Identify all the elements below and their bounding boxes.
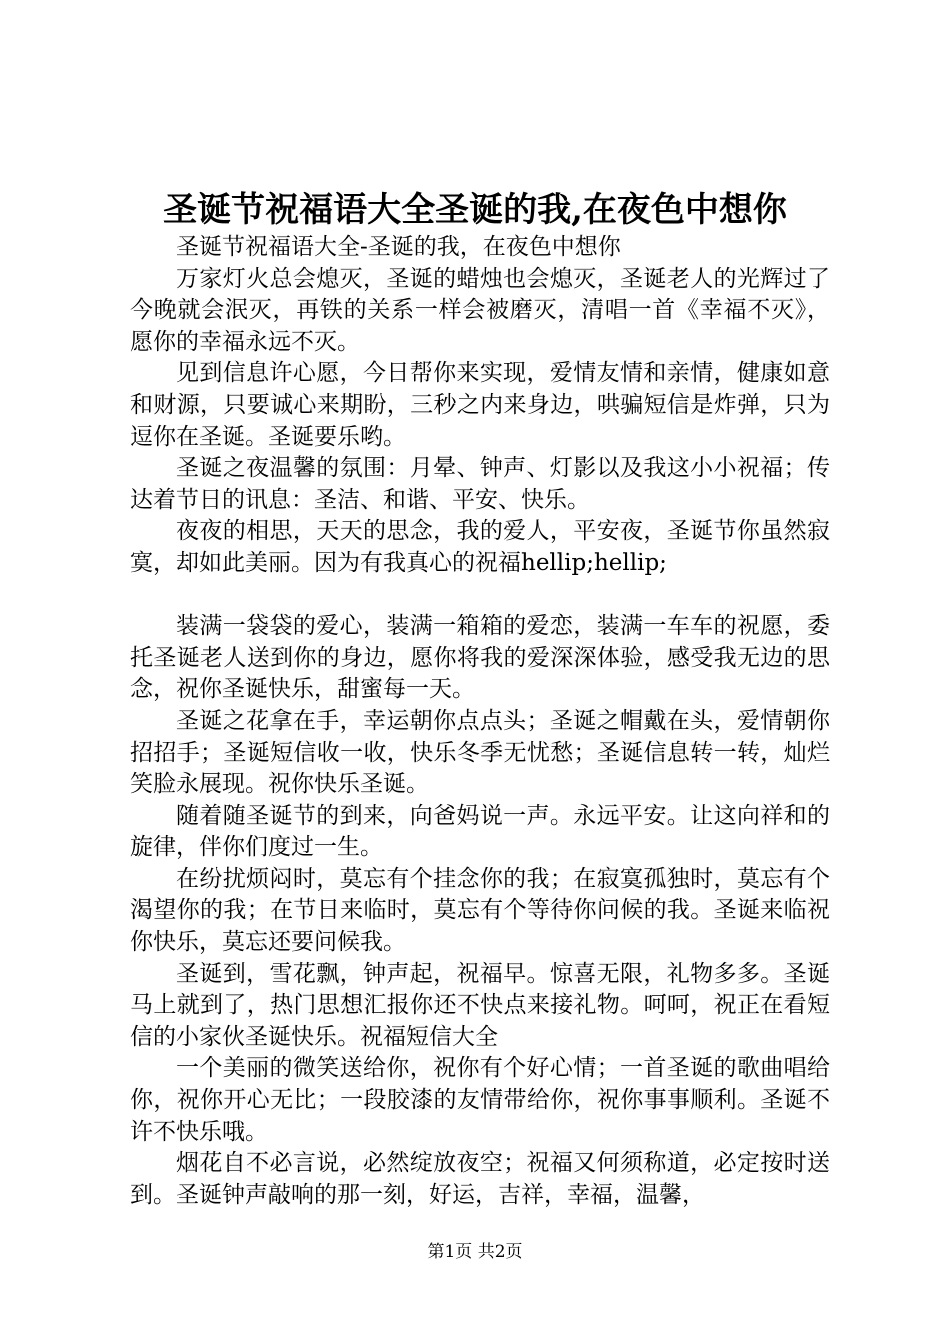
paragraph: 万家灯火总会熄灭，圣诞的蜡烛也会熄灭，圣诞老人的光辉过了今晚就会泯灭，再铁的关系一样会被磨灭，清唱一首《幸福不灭》，愿你的幸福永远不灭。 bbox=[130, 265, 830, 355]
document-title: 圣诞节祝福语大全圣诞的我,在夜色中想你 bbox=[163, 190, 787, 230]
page-footer: 第1页 共2页 bbox=[427, 1242, 523, 1262]
paragraph: 夜夜的相思，天天的思念，我的爱人，平安夜，圣诞节你虽然寂寞，却如此美丽。因为有我真心的祝福hellip;hellip; bbox=[130, 518, 830, 576]
paragraph: 见到信息许心愿，今日帮你来实现，爱情友情和亲情，健康如意和财源，只要诚心来期盼，三秒之内来身边，哄骗短信是炸弹，只为逗你在圣诞。圣诞要乐哟。 bbox=[130, 360, 830, 450]
paragraph: 在纷扰烦闷时，莫忘有个挂念你的我；在寂寞孤独时，莫忘有个渴望你的我；在节日来临时，莫忘有个等待你问候的我。圣诞来临祝你快乐，莫忘还要问候我。 bbox=[130, 865, 830, 956]
paragraph: 圣诞到，雪花飘，钟声起，祝福早。惊喜无限，礼物多多。圣诞马上就到了，热门思想汇报你还不快点来接礼物。呵呵，祝正在看短信的小家伙圣诞快乐。祝福短信大全 bbox=[130, 960, 830, 1050]
paragraph: 圣诞节祝福语大全-圣诞的我，在夜色中想你 bbox=[176, 234, 621, 260]
paragraph: 随着随圣诞节的到来，向爸妈说一声。永远平安。让这向祥和的旋律，伴你们度过一生。 bbox=[130, 802, 830, 861]
paragraph: 圣诞之花拿在手，幸运朝你点点头；圣诞之帽戴在头，爱情朝你招招手；圣诞短信收一收，快乐冬季无忧愁；圣诞信息转一转，灿烂笑脸永展现。祝你快乐圣诞。 bbox=[130, 707, 830, 798]
paragraph: 烟花自不必言说，必然绽放夜空；祝福又何须称道，必定按时送到。圣诞钟声敲响的那一刻，好运，吉祥，幸福，温馨， bbox=[130, 1150, 830, 1208]
paragraph: 装满一袋袋的爱心，装满一箱箱的爱恋，装满一车车的祝愿，委托圣诞老人送到你的身边，愿你将我的爱深深体验，感受我无边的思念，祝你圣诞快乐，甜蜜每一天。 bbox=[130, 613, 830, 703]
document-body bbox=[130, 232, 830, 1211]
paragraph: 一个美丽的微笑送给你，祝你有个好心情；一首圣诞的歌曲唱给你，祝你开心无比；一段胶漆的友情带给你，祝你事事顺利。圣诞不许不快乐哦。 bbox=[130, 1055, 830, 1145]
paragraph: 圣诞之夜温馨的氛围：月晕、钟声、灯影以及我这小小祝福；传达着节日的讯息：圣洁、和谐、平安、快乐。 bbox=[130, 455, 830, 513]
paragraph-gap bbox=[130, 580, 830, 612]
